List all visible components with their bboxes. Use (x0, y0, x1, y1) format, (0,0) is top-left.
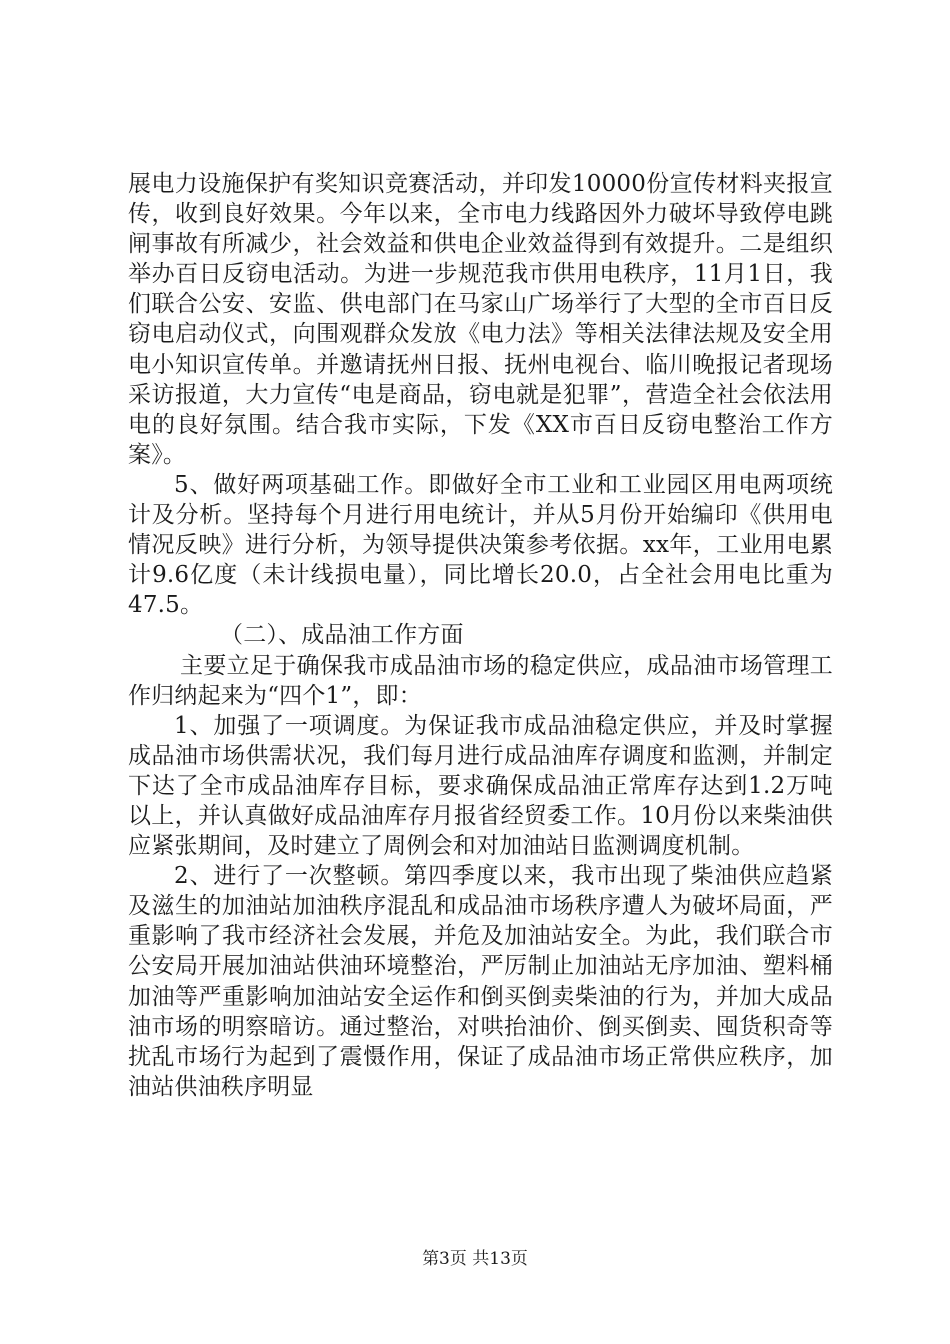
section-heading-refined-oil: （二）、成品油工作方面 (220, 622, 464, 649)
document-body (128, 169, 833, 1102)
paragraph-basic-work: 5、做好两项基础工作。即做好全市工业和工业园区用电两项统计及分析。坚持每个月进行用电统计，并从5月份开始编印《供用电情况反映》进行分析，为领导提供决策参考依据。xx年，工业用电累计9.6亿度（未计线损电量），同比增长20.0，占全社会用电比重为47.5。 (128, 471, 833, 619)
paragraph-dispatch: 1、加强了一项调度。为保证我市成品油稳定供应，并及时掌握成品油市场供需状况，我们每月进行成品油库存调度和监测，并制定下达了全市成品油库存目标，要求确保成品油正常库存达到1.2万吨以上，并认真做好成品油库存月报省经贸委工作。10月份以来柴油供应紧张期间，及时建立了周例会和对加油站日监测调度机制。 (128, 712, 833, 860)
paragraph-continued: 展电力设施保护有奖知识竞赛活动，并印发10000份宣传材料夹报宣传，收到良好效果。今年以来，全市电力线路因外力破坏导致停电跳闸事故有所减少，社会效益和供电企业效益得到有效提升。二是组织举办百日反窃电活动。为进一步规范我市供用电秩序，11月1日，我们联合公安、安监、供电部门在马家山广场举行了大型的全市百日反窃电启动仪式，向围观群众发放《电力法》等相关法律法规及安全用电小知识宣传单。并邀请抚州日报、抚州电视台、临川晚报记者现场采访报道，大力宣传“电是商品，窃电就是犯罪”，营造全社会依法用电的良好氛围。结合我市实际，下发《XX市百日反窃电整治工作方案》。 (128, 171, 833, 468)
page-footer: 第3页 共13页 (422, 1249, 528, 1269)
paragraph-rectification: 2、进行了一次整顿。第四季度以来，我市出现了柴油供应趋紧及滋生的加油站加油秩序混乱和成品油市场秩序遭人为破坏局面，严重影响了我市经济社会发展，并危及加油站安全。为此，我们联合市公安局开展加油站供油环境整治，严厉制止加油站无序加油、塑料桶加油等严重影响加油站安全运作和倒买倒卖柴油的行为，并加大成品油市场的明察暗访。通过整治，对哄抬油价、倒买倒卖、囤货积奇等扰乱市场行为起到了震慑作用，保证了成品油市场正常供应秩序，加油站供油秩序明显 (128, 863, 833, 1100)
paragraph-intro: 主要立足于确保我市成品油市场的稳定供应，成品油市场管理工作归纳起来为“四个1”，即： (128, 652, 833, 709)
